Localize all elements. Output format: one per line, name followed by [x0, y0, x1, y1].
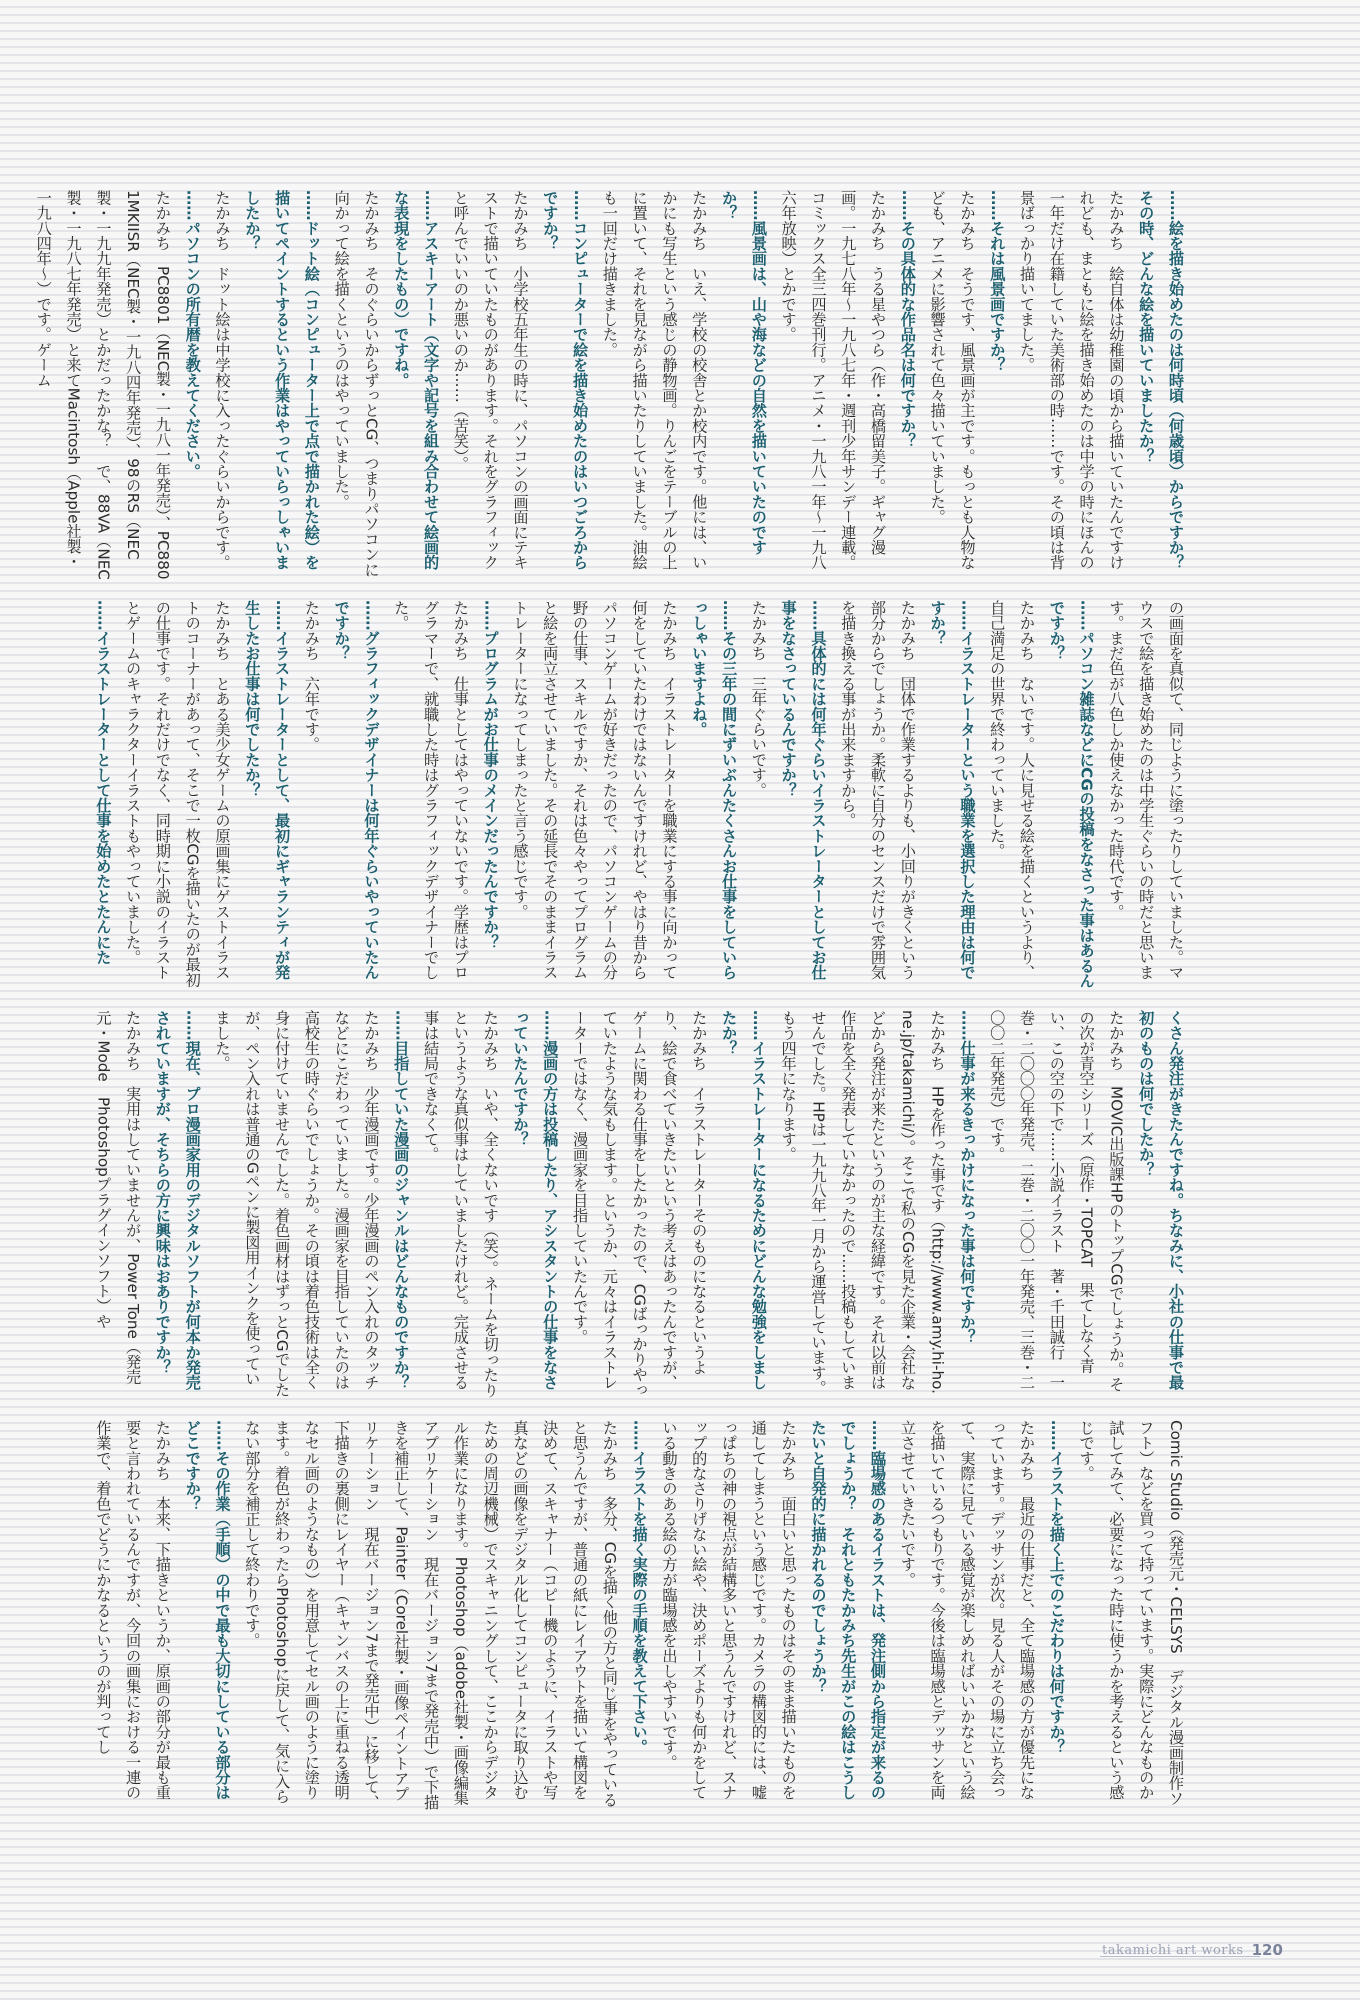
interview-question: ……イラストレーターとして、最初にギャランティが発生したお仕事は何でしたか？ — [243, 600, 292, 980]
interview-answer: たかみち いえ、学校の校舎とか校内です。他には、いかにも写生という感じの静物画。りんごをテーブルの上に置いて、それを見ながら描いたりしていました。油絵も一回だけ描きました。 — [600, 190, 709, 570]
interview-answer: たかみち そうです、風景画が主です。もっとも人物なども、アニメに影響されて色々描いていました。 — [928, 190, 977, 570]
interview-answer: たかみち 三年ぐらいです。 — [749, 600, 768, 798]
interview-question: ……イラストを描く上でのこだわりは何ですか？ — [1047, 1420, 1066, 1755]
interview-answer: たかみち 絵自体は幼稚園の頃から描いていたんですけれども、まともに絵を描き始めたのは中学の時にほんの一年だけ在籍していた美術部の時……です。その頃は背景ばっかり描いてました。 — [1018, 190, 1126, 570]
text-tier-4 — [94, 1420, 1190, 1810]
interview-answer: たかみち うる星やつら（作・高橋留美子。ギャグ漫画。一九七八年〜一九八七年・週刊少年サンデー連載。コミックス全三四巻刊行。アニメ・一九八一年〜一九八六年放映）とかです。 — [779, 190, 888, 570]
interview-answer: たかみち 仕事としてはやっていないです。学歴はプログラマーで、就職した時はグラフィックデザイナーでした。 — [392, 600, 470, 980]
interview-answer: たかみち 面白いと思ったものはそのまま描いたものを通してしまうという感じです。カメラの構図的には、嘘っぱちの神の視点が結構多いと思うんですけれど、スナップ的なさりげない絵や、決めポーズよりも何かをしている動きのある絵の方が臨場感を出しやすいです。 — [660, 1420, 798, 1800]
interview-answer: たかみち ドット絵は中学校に入ったぐらいからです。 — [213, 190, 232, 570]
interview-answer: Comic Studio（発売元・CELSYS デジタル漫画制作ソフト）などを買って持っています。実際にどんなものか試してみて、必要になった時に使うかを考えるという感じです。 — [1077, 1420, 1185, 1806]
interview-question: ……風景画は、山や海などの自然を描いていたのですか？ — [720, 190, 768, 555]
interview-question: ……具体的には何年ぐらいイラストレーターとしてお仕事をなさっているんですか？ — [779, 600, 828, 980]
interview-question: ……イラストレーターになるためにどんな勉強をしましたか？ — [720, 1010, 768, 1390]
interview-question: ……ドット絵（コンピューター上で点で描かれた絵）を描いてペイントするという作業はやっていらっしゃいましたか？ — [243, 190, 321, 570]
interview-answer: たかみち 六年です。 — [302, 600, 321, 752]
interview-question: ……絵を描き始めたのは何時頃（何歳頃）からですか？ その時、どんな絵を描いていましたか？ — [1137, 190, 1185, 586]
text-tier-2 — [94, 600, 1190, 990]
interview-question: くさん発注がきたんですね。ちなみに、小社の仕事で最初のものは何でしたか？ — [1137, 1010, 1185, 1390]
interview-question: ……イラストレーターという職業を選択した理由は何ですか？ — [928, 600, 977, 980]
interview-answer: たかみち MOVIC出版課HPのトップCGでしょうか。その次が青空シリーズ（原作・TOPCAT 果てしなく青い、この空の下で……小説イラスト 著・千田誠行 一巻・二〇〇〇年発売、二巻・二〇〇一年発売、三巻・二〇〇二年発売）です。 — [988, 1010, 1126, 1393]
interview-question: ……現在、プロ漫画家用のデジタルソフトが何本か発売されていますが、そちらの方に興味はおありですか？ — [153, 1010, 202, 1390]
footer-book-title: takamichi art works — [1102, 1942, 1244, 1958]
interview-question: ……それは風景画ですか？ — [988, 190, 1007, 373]
interview-answer: たかみち 小学校五年生の時に、パソコンの画面にテキストで描いていたものがあります。それをグラフィックと呼んでいいのか悪いのか……（苦笑）。 — [451, 190, 530, 570]
interview-answer: たかみち HPを作った事です（http://www.amy.hi-ho.ne.jp/takamichi/）。そこで私のCGを見た企業・会社などから発注が来たというのが主な経緯です。それ以前は作品を全く発表していなかったので……投稿もしていませんでした。HPは一九九八年一月から運営しています。もう四年になります。 — [779, 1010, 947, 1396]
interview-question: ……パソコンの所有暦を教えてください。 — [183, 190, 202, 479]
interview-question: ……臨場感のあるイラストは、発注側から指定が来るのでしょうか？ それともたかみち先生がこの絵はこうしたいと自発的に描かれるのでしょうか？ — [809, 1420, 888, 1800]
interview-answer: たかみち 実用はしていませんが、Power Tone（発売元・Mode Photoshopプラグインソフト）や — [94, 1010, 143, 1385]
interview-question: ……仕事が来るきっかけになった事は何ですか？ — [958, 1010, 977, 1345]
interview-question: ……その具体的な作品名は何ですか？ — [898, 190, 917, 449]
interview-answer: たかみち イラストレーターそのものになるというより、絵で食べていきたいという考えはあったんですが、ゲームに関わる仕事をしたかったので、CGばっかりやっていたような気もします。というか、元々はイラストレーターではなく、漫画家を目指していたんです。 — [571, 1010, 709, 1398]
page-number: 120 — [1251, 1941, 1283, 1959]
interview-question: ……パソコン雑誌などにCGの投稿をなさった事はあるんですか？ — [1047, 600, 1096, 989]
interview-question: ……イラストレーターとして仕事を始めたとたんにた — [94, 600, 113, 965]
interview-answer: たかみち いや、全くないです（笑）。ネームを切ったりというような真似事はしていましたけれど。完成させる事は結局できなくて。 — [422, 1010, 500, 1398]
interview-answer: たかみち 団体で作業するよりも、小回りがきくという部分からでしょうか。柔軟に自分のセンスだけで雰囲気を描き換える事が出来ますから。 — [839, 600, 917, 980]
interview-answer: たかみち ないです。人に見せる絵を描くというより、自己満足の世界で終わっていました。 — [988, 600, 1037, 980]
interview-answer: たかみち 最近の仕事だと、全て臨場感の方が優先になっています。デッサンが次。見る人がその場に立ち会って、実際に見ている感覚が楽しめればいいかなという絵を描いているつもりです。今後は臨場感とデッサンを両立させていきたいです。 — [898, 1420, 1037, 1800]
interview-question: ……その三年の間にずいぶんたくさんお仕事をしていらっしゃいますよね。 — [690, 600, 739, 980]
interview-answer: たかみち イラストレーターを職業にする事に向かって何をしていたわけではないんですけれど、やはり昔からパソコンゲームが好きだったので、パソコンゲームの分野の仕事、スキルですか、それは色々やってプログラムと絵を両立させていました。その延長でそのままイラストレーターになってしまったと言う感じです。 — [511, 600, 679, 980]
interview-question: ……コンピューターで絵を描き始めたのはいつごろからですか？ — [541, 190, 590, 570]
page-footer — [1100, 1938, 1320, 1962]
interview-question: ……漫画の方は投稿したり、アシスタントの仕事をなさっていたんですか？ — [511, 1010, 560, 1390]
interview-answer: たかみち とある美少女ゲームの原画集にゲストイラストのコーナーがあって、そこで一枚CGを描いたのが最初の仕事です。それだけでなく、同時期に小説のイラストとゲームのキャラクターイラストもやっていました。 — [124, 600, 232, 988]
interview-answer: たかみち 本来、下描きというか、原画の部分が最も重要と言われているんですが、今回の画集における一連の作業で、着色でどうにかなるというのが判ってし — [94, 1420, 172, 1800]
interview-question: ……アスキーアート（文字や記号を組み合わせて絵画的な表現をしたもの）ですね。 — [392, 190, 441, 570]
interview-question: ……プログラムがお仕事のメインだったんですか？ — [481, 600, 500, 950]
text-tier-3 — [94, 1010, 1190, 1400]
interview-question: ……グラフィックデザイナーは何年ぐらいやっていたんですか？ — [332, 600, 381, 980]
text-tier-1 — [34, 190, 1190, 586]
interview-answer: たかみち 少年漫画です。少年漫画のペン入れのタッチなどにこだわっていました。漫画家を目指していたのは高校生の時ぐらいでしょうか。その頃は着色技術は全く身に付けていませんでした。着色画材はずっとCGでしたが、ペン入れは普通のGペンに製図用インクを使っていました。 — [213, 1010, 381, 1398]
interview-answer: たかみち そのぐらいからずっとCG、つまりパソコンに向かって絵を描くというのはやっていました。 — [332, 190, 381, 578]
interview-answer: たかみち 多分、CGを描く他の方と同じ事をやっていると思うんですが、普通の紙にレイアウトを描いて構図を決めて、スキャナー（コピー機のように、イラストや写真などの画像をデジタル化してコンピュータに取り込むための周辺機械）でスキャニングして、ここからデジタル作業になります。Photoshop（adobe社製・画像編集アプリケーション 現在バージョン7まで発売中）で下描きを補正して、Painter（Corel社製・画像ペイントアプリケーション 現在バージョン7まで発売中）に移して、下描きの裏側にレイヤー（キャンバスの上に重ねる透明なセル画のようなもの）を用意してセル画のように塗ります。着色が終わったらPhotoshopに戻して、気に入らない部分を補正して終わりです。 — [243, 1420, 619, 1810]
article-body — [34, 190, 1190, 1810]
interview-answer: たかみち PC8801（NEC製・一九八一年発売）、PC8801MKIISR（NEC製・一九八四年発売）、98のRS（NEC製・一九九年発売）とかだったかな？ で、88VA（NEC製・一九八七年発売）と来てMacintosh（Apple社製・一九八四年〜）です。ゲーム — [34, 190, 172, 580]
interview-question: ……その作業（手順）の中で最も大切にしている部分はどこですか？ — [183, 1420, 232, 1800]
interview-answer: の画面を真似て、同じように塗ったりしていました。マウスで絵を描き始めたのは中学生ぐらいの時だと思います。まだ色が八色しか使えなかった時代です。 — [1107, 600, 1185, 980]
interview-question: ……目指していた漫画のジャンルはどんなものですか？ — [392, 1010, 411, 1390]
interview-question: ……イラストを描く実際の手順を教えて下さい。 — [630, 1420, 649, 1755]
